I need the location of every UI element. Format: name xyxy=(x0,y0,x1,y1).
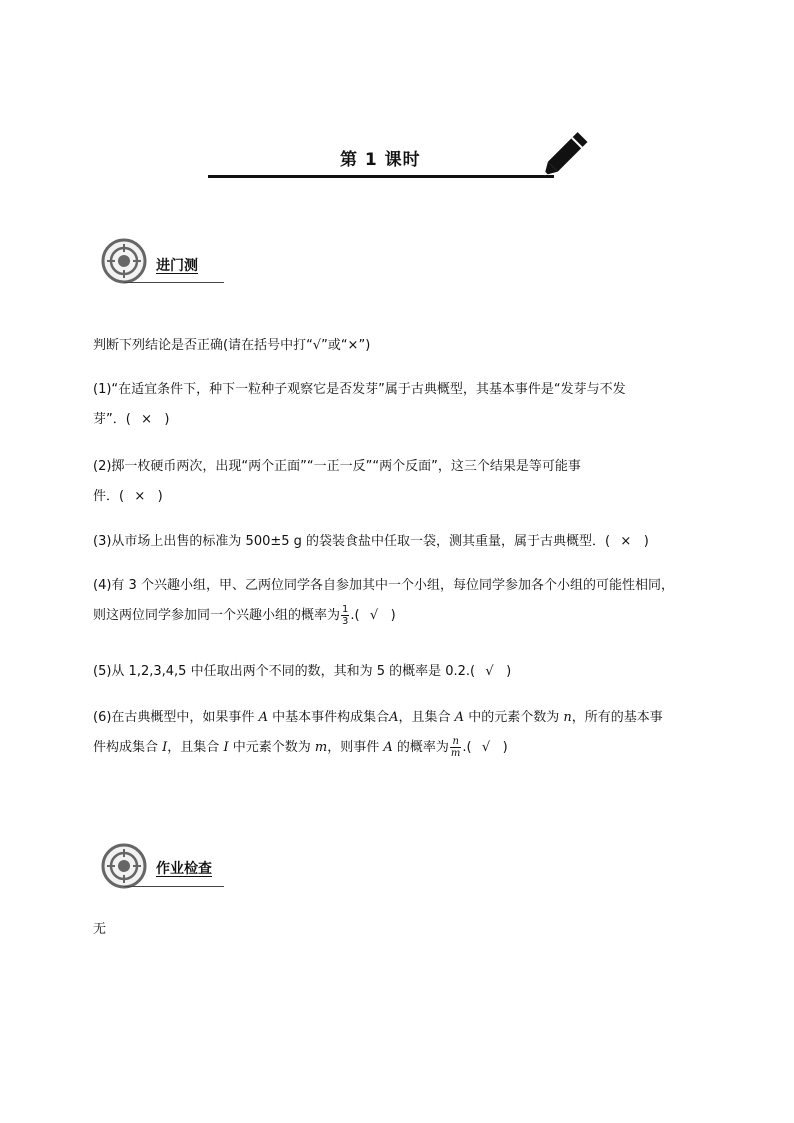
question-item xyxy=(93,527,705,557)
answer-mark: √ xyxy=(481,740,491,755)
fraction: $\frac{1}{3}$ xyxy=(342,604,349,627)
section-underline xyxy=(124,886,224,887)
homework-text: 无 xyxy=(93,922,107,937)
question-text: (4)有 3 个兴趣小组，甲、乙两位同学各自参加其中一个小组，每位同学参加各个小组的可能性相同， xyxy=(93,578,674,593)
paren-close: ) xyxy=(164,412,170,427)
paren-close: ) xyxy=(502,740,508,755)
paren-close: ) xyxy=(643,534,649,549)
paren-close: ) xyxy=(506,664,512,679)
section-title-homework-check: 作业检查 xyxy=(156,861,212,877)
answer-mark: × xyxy=(134,489,146,504)
question-item xyxy=(93,657,705,687)
question-text: (1)“在适宜条件下，种下一粒种子观察它是否发芽”属于古典概型，其基本事件是“发芽与不发 xyxy=(93,382,626,397)
answer-mark: √ xyxy=(369,608,379,623)
title-underline xyxy=(208,175,554,178)
target-icon xyxy=(101,843,147,889)
question-item: (6)在古典概型中，如果事件 A 中基本事件构成集合A，且集合 A 中的元素个数为 n，所有的基本事 件构成集合 I，且集合 I 中元素个数为 m，则事件 A 的概率为 $\frac{n}{m}$ .( √ ) xyxy=(93,710,663,759)
answer-mark: √ xyxy=(485,664,494,679)
instruction-text: 判断下列结论是否正确(请在括号中打“√”或“×”) xyxy=(93,338,371,353)
question-text: 芽”．( xyxy=(93,412,131,427)
question-text: 件．( xyxy=(93,489,125,504)
question-text: 则这两位同学参加同一个兴趣小组的概率为 xyxy=(93,608,341,623)
target-icon xyxy=(101,238,147,284)
question-item: (4)有 3 个兴趣小组，甲、乙两位同学各自参加其中一个小组，每位同学参加各个小组的可能性相同， 则这两位同学参加同一个兴趣小组的概率为 $\frac{1}{3}$ .( √ ) xyxy=(93,578,674,627)
paren-close: ) xyxy=(157,489,163,504)
section-underline xyxy=(124,282,224,283)
question-text: (5)从 1,2,3,4,5 中任取出两个不同的数，其和为 5 的概率是 0.2.( xyxy=(93,664,476,679)
fraction: $\frac{n}{m}$ xyxy=(450,736,461,759)
paren-close: ) xyxy=(390,608,396,623)
question-item xyxy=(93,375,705,435)
pencil-icon xyxy=(540,126,594,182)
question-item xyxy=(93,452,705,512)
answer-mark: × xyxy=(141,412,152,427)
section-title-entry-test: 进门测 xyxy=(156,258,198,274)
page-title: 第 1 课时 xyxy=(340,150,421,170)
question-text: (2)掷一枚硬币两次，出现“两个正面”“一正一反”“两个反面”，这三个结果是等可能事 xyxy=(93,459,581,474)
question-text: (3)从市场上出售的标准为 500±5 g 的袋装食盐中任取一袋，测其重量，属于古典概型．( xyxy=(93,534,611,549)
answer-mark: × xyxy=(620,534,632,549)
